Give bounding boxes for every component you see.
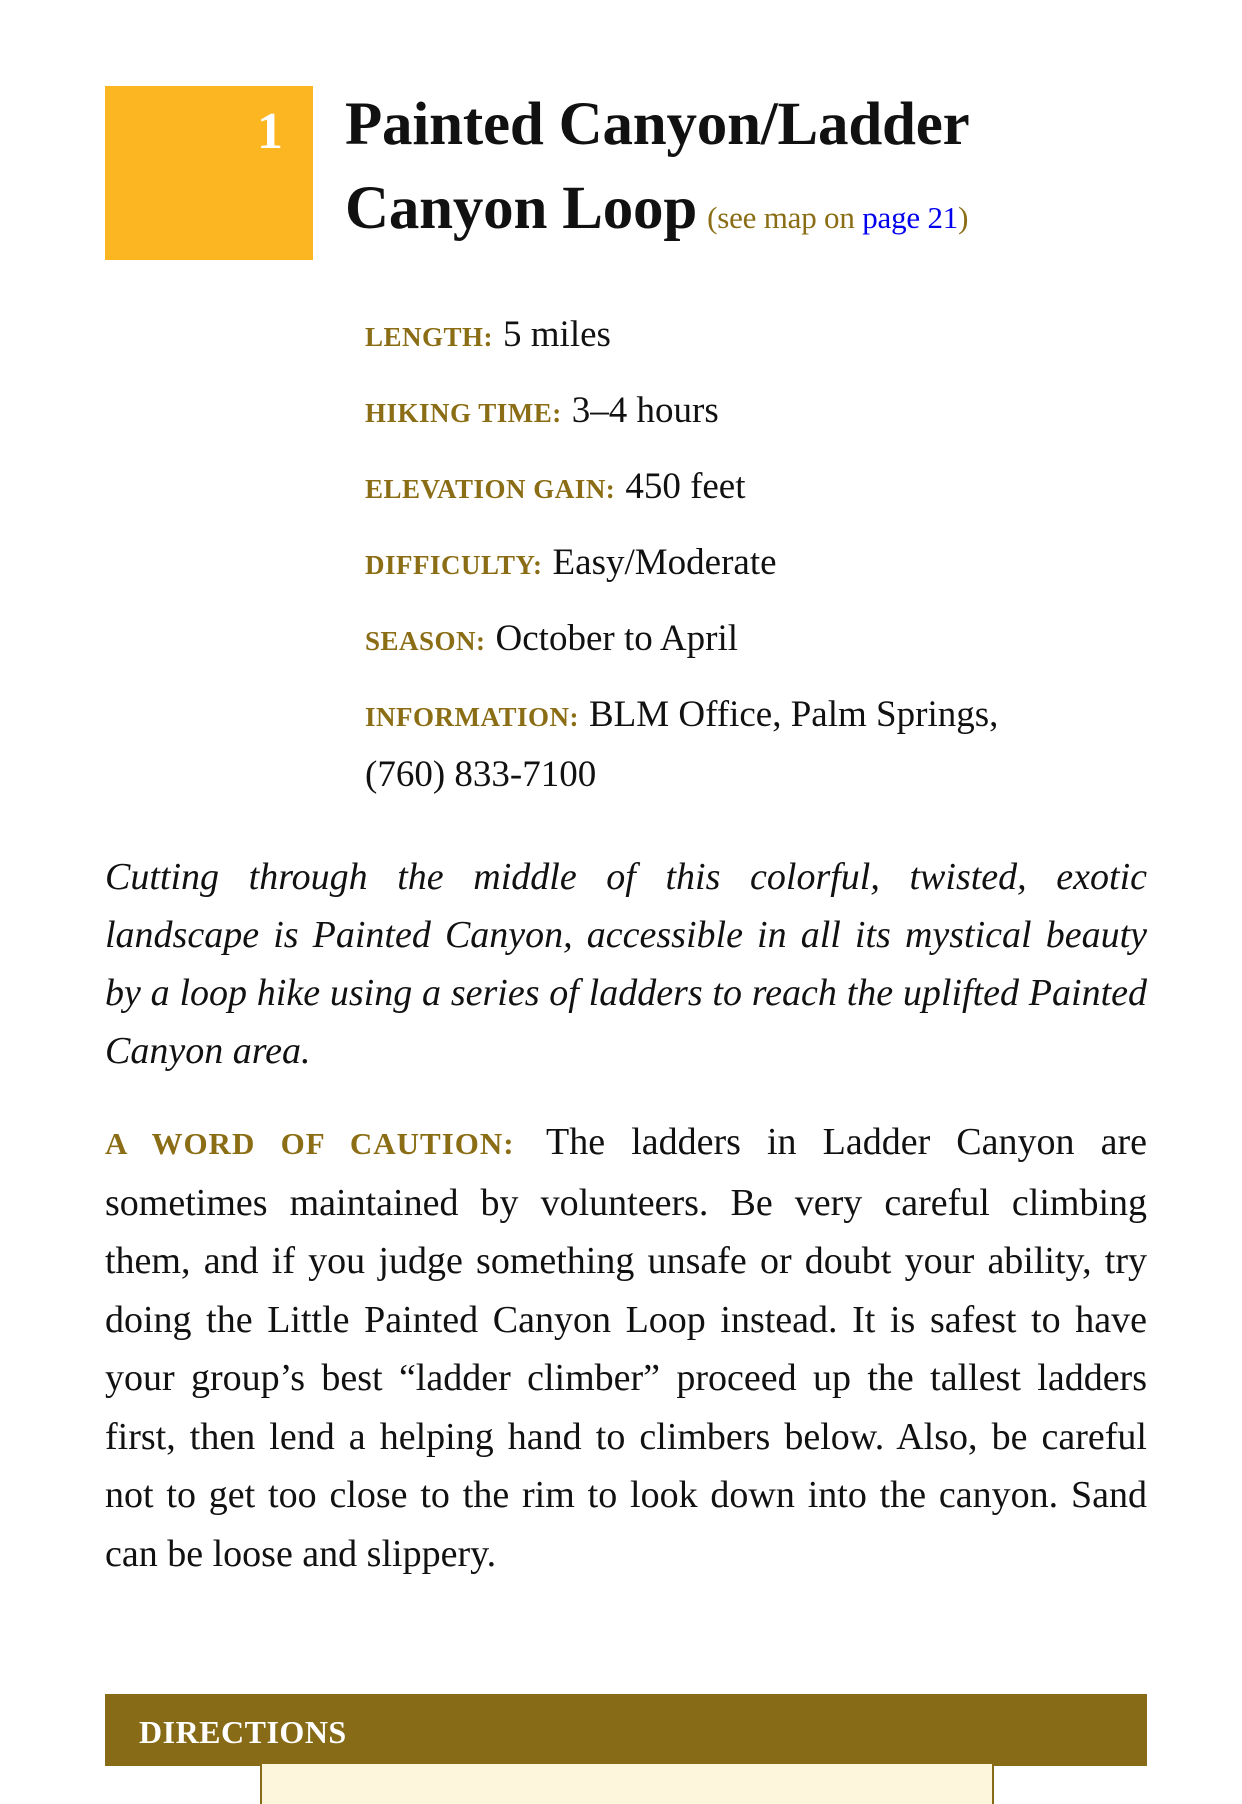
hike-title-block bbox=[345, 91, 1165, 242]
caution-label: A WORD OF CAUTION: bbox=[105, 1126, 515, 1161]
spec-difficulty-label: DIFFICULTY: bbox=[365, 550, 543, 580]
map-page-link[interactable]: page 21 bbox=[862, 200, 959, 235]
spec-elevation-gain bbox=[365, 458, 1145, 518]
caution-paragraph bbox=[105, 1113, 1147, 1583]
map-ref-suffix: ) bbox=[958, 200, 969, 235]
spec-elevation-gain-label: ELEVATION GAIN: bbox=[365, 474, 616, 504]
hike-title-line-2 bbox=[345, 175, 1165, 242]
spec-difficulty bbox=[365, 534, 1145, 594]
hike-number: 1 bbox=[257, 103, 283, 160]
spec-information-value-line-2: (760) 833-7100 bbox=[365, 754, 597, 795]
spec-elevation-gain-value: 450 feet bbox=[625, 466, 746, 507]
spec-hiking-time-label: HIKING TIME: bbox=[365, 398, 562, 428]
spec-length bbox=[365, 306, 1145, 366]
hike-title-line-2-text: Canyon Loop bbox=[345, 175, 698, 242]
spec-length-label: LENGTH: bbox=[365, 322, 494, 352]
caution-text: The ladders in Ladder Canyon are sometimes maintained by volunteers. Be very careful climbing them, and if you judge something unsafe or doubt your ability, try doing the Little Painted Canyon Loop instead. It is safest to have your group’s best “ladder climber” proceed up the tallest ladders first, then lend a helping hand to climbers below. Also, be careful not to get too close to the rim to look down into the canyon. Sand can be loose and slippery. bbox=[105, 1121, 1147, 1575]
hike-number-badge bbox=[105, 86, 313, 260]
spec-information-label: INFORMATION: bbox=[365, 702, 579, 732]
spec-season-label: SEASON: bbox=[365, 626, 486, 656]
spec-season-value: October to April bbox=[495, 618, 739, 659]
spec-difficulty-value: Easy/Moderate bbox=[552, 542, 777, 583]
directions-header bbox=[105, 1694, 1147, 1766]
spec-hiking-time bbox=[365, 382, 1145, 442]
spec-information-value-line-1: BLM Office, Palm Springs, bbox=[588, 694, 999, 735]
directions-title: DIRECTIONS bbox=[139, 1714, 347, 1750]
spec-season bbox=[365, 610, 1145, 670]
spec-length-value: 5 miles bbox=[503, 314, 611, 355]
directions-box bbox=[260, 1764, 994, 1804]
hike-specs bbox=[365, 306, 1145, 820]
hike-title-line-1: Painted Canyon/Ladder bbox=[345, 91, 970, 158]
intro-paragraph: Cutting through the middle of this colorful, twisted, exotic landscape is Painted Canyon, accessible in all its mystical beauty by a loop hike using a series of ladders to reach the uplifted Painted Canyon area. bbox=[105, 856, 1147, 1072]
spec-information bbox=[365, 686, 1145, 804]
map-ref-prefix: (see map on bbox=[707, 200, 863, 235]
map-reference bbox=[707, 200, 968, 235]
spec-hiking-time-value: 3–4 hours bbox=[571, 390, 719, 431]
